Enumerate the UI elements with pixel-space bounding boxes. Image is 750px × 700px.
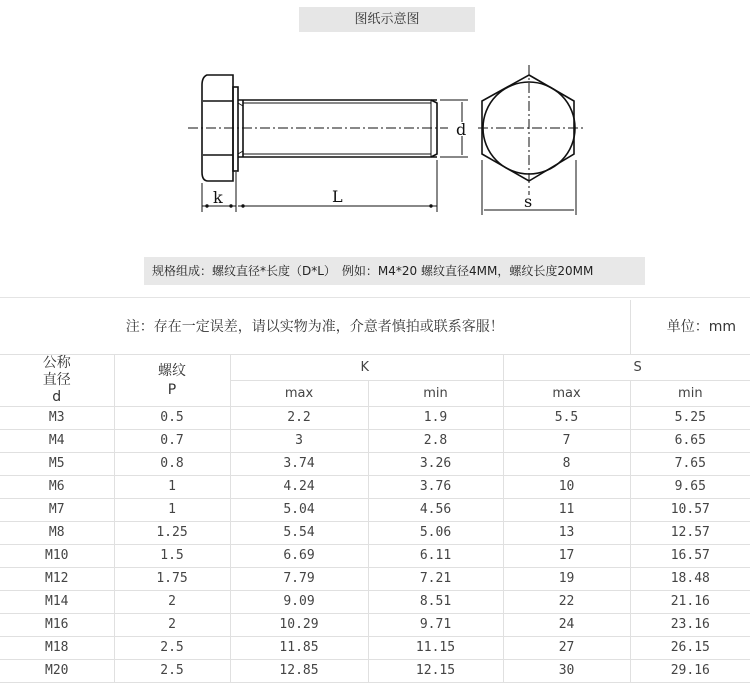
cell-k-max: 5.54 [230,522,368,545]
cell-k-min: 1.9 [368,407,503,430]
cell-s-min: 16.57 [630,545,750,568]
cell-p: 1.5 [114,545,230,568]
header-thread-pitch [114,355,230,407]
cell-s-min: 23.16 [630,614,750,637]
cell-s-min: 26.15 [630,637,750,660]
cell-s-max: 17 [503,545,630,568]
cell-d: M3 [0,407,114,430]
table-row [0,476,750,499]
header-p-line1: 螺纹 [158,362,186,379]
cell-k-min: 11.15 [368,637,503,660]
cell-d: M7 [0,499,114,522]
cell-k-max: 5.04 [230,499,368,522]
cell-s-max: 13 [503,522,630,545]
header-s [503,355,750,381]
cell-k-min: 6.11 [368,545,503,568]
cell-p: 2 [114,614,230,637]
cell-s-max: 11 [503,499,630,522]
table-row [0,660,750,683]
cell-s-min: 12.57 [630,522,750,545]
header-s-min: min [630,381,750,407]
table-body [0,407,750,683]
cell-k-max: 3 [230,430,368,453]
cell-d: M5 [0,453,114,476]
cell-k-min: 12.15 [368,660,503,683]
header-nominal-diameter [0,355,114,407]
cell-p: 2.5 [114,660,230,683]
cell-d: M12 [0,568,114,591]
d-label: d [456,120,467,139]
cell-k-min: 4.56 [368,499,503,522]
cell-k-max: 6.69 [230,545,368,568]
cell-s-max: 8 [503,453,630,476]
cell-k-min: 3.76 [368,476,503,499]
cell-k-max: 2.2 [230,407,368,430]
header-s-max: max [503,381,630,407]
cell-k-max: 4.24 [230,476,368,499]
cell-d: M10 [0,545,114,568]
tolerance-note: 注：存在一定误差，请以实物为准，介意者慎拍或联系客服！ [0,300,630,355]
cell-k-min: 2.8 [368,430,503,453]
cell-s-min: 7.65 [630,453,750,476]
cell-p: 1.75 [114,568,230,591]
header-row-1 [0,355,750,381]
cell-d: M18 [0,637,114,660]
header-p-line2: P [167,381,177,398]
header-k-min: min [368,381,503,407]
cell-s-max: 10 [503,476,630,499]
header-s-label: S [633,359,642,375]
table-row [0,568,750,591]
cell-p: 0.7 [114,430,230,453]
cell-s-max: 22 [503,591,630,614]
cell-s-max: 30 [503,660,630,683]
cell-s-min: 29.16 [630,660,750,683]
spec-format-note: 规格组成：螺纹直径*长度（D*L） 例如：M4*20 螺纹直径4MM，螺纹长度20MM [144,257,645,285]
header-k-max: max [230,381,368,407]
table-row [0,545,750,568]
table-row [0,453,750,476]
cell-k-min: 3.26 [368,453,503,476]
unit-label: 单位：mm [630,300,750,355]
s-label: s [524,192,533,211]
drawing-title: 图纸示意图 [299,7,475,32]
L-label: L [332,187,343,206]
cell-p: 0.8 [114,453,230,476]
cell-k-max: 10.29 [230,614,368,637]
cell-s-max: 7 [503,430,630,453]
cell-s-min: 18.48 [630,568,750,591]
table-row [0,522,750,545]
cell-p: 2 [114,591,230,614]
cell-p: 1 [114,476,230,499]
cell-k-max: 12.85 [230,660,368,683]
cell-k-max: 7.79 [230,568,368,591]
header-d-line1: 公称 [42,355,71,371]
cell-s-max: 5.5 [503,407,630,430]
cell-d: M16 [0,614,114,637]
table-row [0,591,750,614]
table-row [0,407,750,430]
cell-d: M8 [0,522,114,545]
cell-s-min: 6.65 [630,430,750,453]
header-d-line2: 直径 [42,372,71,388]
header-d-line3: d [52,389,62,405]
cell-s-min: 10.57 [630,499,750,522]
cell-s-max: 24 [503,614,630,637]
cell-k-min: 7.21 [368,568,503,591]
cell-k-min: 8.51 [368,591,503,614]
cell-k-max: 11.85 [230,637,368,660]
cell-p: 1.25 [114,522,230,545]
header-k [230,355,503,381]
table-row [0,637,750,660]
table-row [0,430,750,453]
cell-s-min: 5.25 [630,407,750,430]
header-k-label: K [360,359,370,375]
spec-table [0,300,750,683]
cell-s-max: 27 [503,637,630,660]
cell-p: 2.5 [114,637,230,660]
cell-k-min: 5.06 [368,522,503,545]
note-row [0,300,750,355]
cell-d: M6 [0,476,114,499]
cell-p: 1 [114,499,230,522]
cell-s-min: 21.16 [630,591,750,614]
cell-d: M14 [0,591,114,614]
cell-k-max: 9.09 [230,591,368,614]
bolt-diagram [180,40,600,230]
table-row [0,614,750,637]
cell-s-min: 9.65 [630,476,750,499]
cell-s-max: 19 [503,568,630,591]
divider [0,297,750,298]
cell-k-max: 3.74 [230,453,368,476]
cell-d: M4 [0,430,114,453]
table-row [0,499,750,522]
cell-p: 0.5 [114,407,230,430]
cell-k-min: 9.71 [368,614,503,637]
cell-d: M20 [0,660,114,683]
k-label: k [213,188,223,207]
